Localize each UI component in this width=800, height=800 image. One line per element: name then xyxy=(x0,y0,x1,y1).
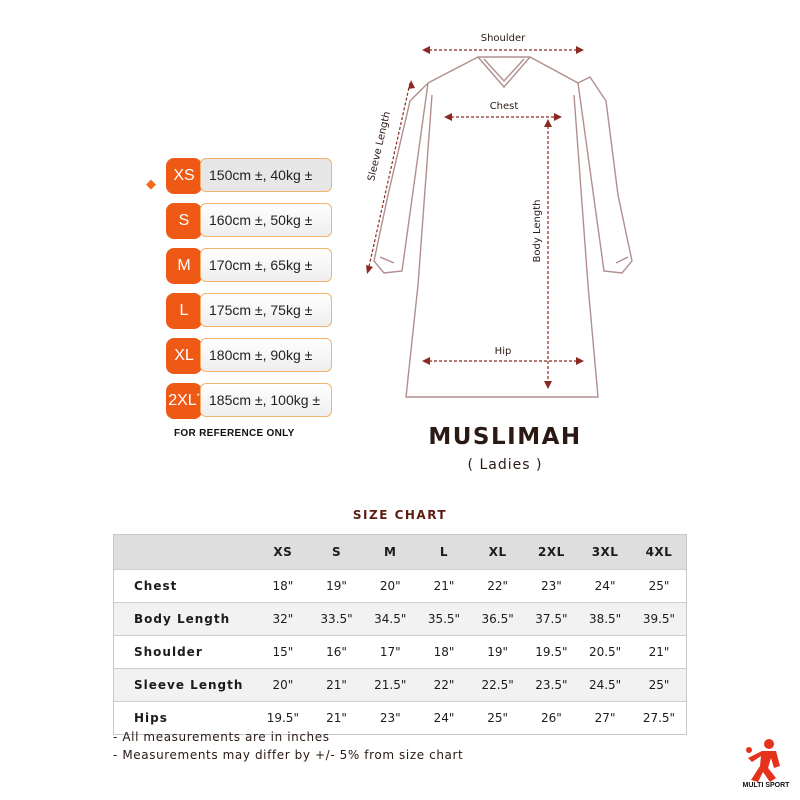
size-badge: M xyxy=(166,248,202,284)
row-label: Shoulder xyxy=(114,636,257,669)
table-cell: 19" xyxy=(310,570,364,603)
table-cell: 25" xyxy=(632,570,687,603)
table-cell: 21.5" xyxy=(363,669,417,702)
column-header: L xyxy=(417,535,471,570)
table-cell: 26" xyxy=(525,702,579,735)
size-badge: XS xyxy=(166,158,202,194)
size-detail: 175cm ±, 75kg ± xyxy=(200,293,332,327)
size-badge: XL xyxy=(166,338,202,374)
table-cell: 21" xyxy=(310,669,364,702)
size-badge xyxy=(166,383,202,419)
column-header: XL xyxy=(471,535,525,570)
table-cell: 25" xyxy=(471,702,525,735)
table-cell: 17" xyxy=(363,636,417,669)
size-chart-header-row xyxy=(114,535,687,570)
size-badge: S xyxy=(166,203,202,239)
table-cell: 27.5" xyxy=(632,702,687,735)
table-cell: 24" xyxy=(417,702,471,735)
body-length-label: Body Length xyxy=(532,199,543,263)
table-cell: 22" xyxy=(471,570,525,603)
product-subtitle: ( Ladies ) xyxy=(467,457,543,473)
note-line: - Measurements may differ by +/- 5% from size chart xyxy=(113,748,464,762)
selected-marker-icon: ◆ xyxy=(146,177,156,192)
table-cell: 22.5" xyxy=(471,669,525,702)
table-cell: 27" xyxy=(578,702,632,735)
table-cell: 21" xyxy=(417,570,471,603)
measurement-notes xyxy=(113,728,463,764)
product-title: MUSLIMAH xyxy=(428,424,582,450)
table-cell: 20.5" xyxy=(578,636,632,669)
column-header: S xyxy=(310,535,364,570)
table-cell: 24" xyxy=(578,570,632,603)
size-badge: L xyxy=(166,293,202,329)
table-cell: 24.5" xyxy=(578,669,632,702)
size-detail: 180cm ±, 90kg ± xyxy=(200,338,332,372)
table-cell: 20" xyxy=(256,669,310,702)
table-cell: 39.5" xyxy=(632,603,687,636)
row-label: Chest xyxy=(114,570,257,603)
note-line: - All measurements are in inches xyxy=(113,730,330,744)
table-cell: 35.5" xyxy=(417,603,471,636)
shoulder-label: Shoulder xyxy=(480,33,526,44)
size-detail: 185cm ±, 100kg ± xyxy=(200,383,332,417)
row-label: Body Length xyxy=(114,603,257,636)
table-cell: 25" xyxy=(632,669,687,702)
size-option-s[interactable] xyxy=(166,203,336,239)
hip-label: Hip xyxy=(494,346,512,357)
table-row-body-length xyxy=(114,603,687,636)
table-row-shoulder xyxy=(114,636,687,669)
table-cell: 38.5" xyxy=(578,603,632,636)
column-header: 4XL xyxy=(632,535,687,570)
table-cell: 23" xyxy=(525,570,579,603)
table-cell: 23.5" xyxy=(525,669,579,702)
chest-label: Chest xyxy=(489,101,519,112)
column-header: 2XL xyxy=(525,535,579,570)
table-cell: 22" xyxy=(417,669,471,702)
table-cell: 23" xyxy=(363,702,417,735)
table-cell: 16" xyxy=(310,636,364,669)
size-option-l[interactable] xyxy=(166,293,336,329)
size-option-2xl[interactable] xyxy=(166,383,336,419)
reference-note: FOR REFERENCE ONLY xyxy=(174,428,295,439)
size-option-m[interactable] xyxy=(166,248,336,284)
brand-name: MULTI SPORT xyxy=(742,782,790,789)
row-label: Hips xyxy=(114,702,257,735)
table-cell: 21" xyxy=(632,636,687,669)
table-cell: 32" xyxy=(256,603,310,636)
size-option-xs[interactable] xyxy=(166,158,336,194)
table-cell: 21" xyxy=(310,702,364,735)
table-cell: 20" xyxy=(363,570,417,603)
size-chart-title: SIZE CHART xyxy=(352,508,448,522)
column-header: XS xyxy=(256,535,310,570)
table-cell: 34.5" xyxy=(363,603,417,636)
table-cell: 19.5" xyxy=(525,636,579,669)
table-row-chest xyxy=(114,570,687,603)
table-cell: 18" xyxy=(256,570,310,603)
table-cell: 15" xyxy=(256,636,310,669)
size-badge-mark: * xyxy=(196,391,200,401)
table-cell: 19" xyxy=(471,636,525,669)
table-cell: 19.5" xyxy=(256,702,310,735)
size-detail: 160cm ±, 50kg ± xyxy=(200,203,332,237)
table-cell: 36.5" xyxy=(471,603,525,636)
column-header: 3XL xyxy=(578,535,632,570)
table-cell: 37.5" xyxy=(525,603,579,636)
size-chart-table xyxy=(113,534,687,735)
dress-measurement-diagram xyxy=(360,25,650,405)
sleeve-length-label: Sleeve Length xyxy=(366,110,393,183)
measurement-lines xyxy=(368,50,582,387)
column-header: M xyxy=(363,535,417,570)
row-label: Sleeve Length xyxy=(114,669,257,702)
table-row-sleeve-length xyxy=(114,669,687,702)
table-cell: 18" xyxy=(417,636,471,669)
table-cell: 33.5" xyxy=(310,603,364,636)
size-detail: 150cm ±, 40kg ± xyxy=(200,158,332,192)
size-detail: 170cm ±, 65kg ± xyxy=(200,248,332,282)
measurement-arrows xyxy=(366,46,584,389)
header-blank xyxy=(114,535,257,570)
size-option-xl[interactable] xyxy=(166,338,336,374)
size-badge-label: 2XL xyxy=(168,392,197,409)
